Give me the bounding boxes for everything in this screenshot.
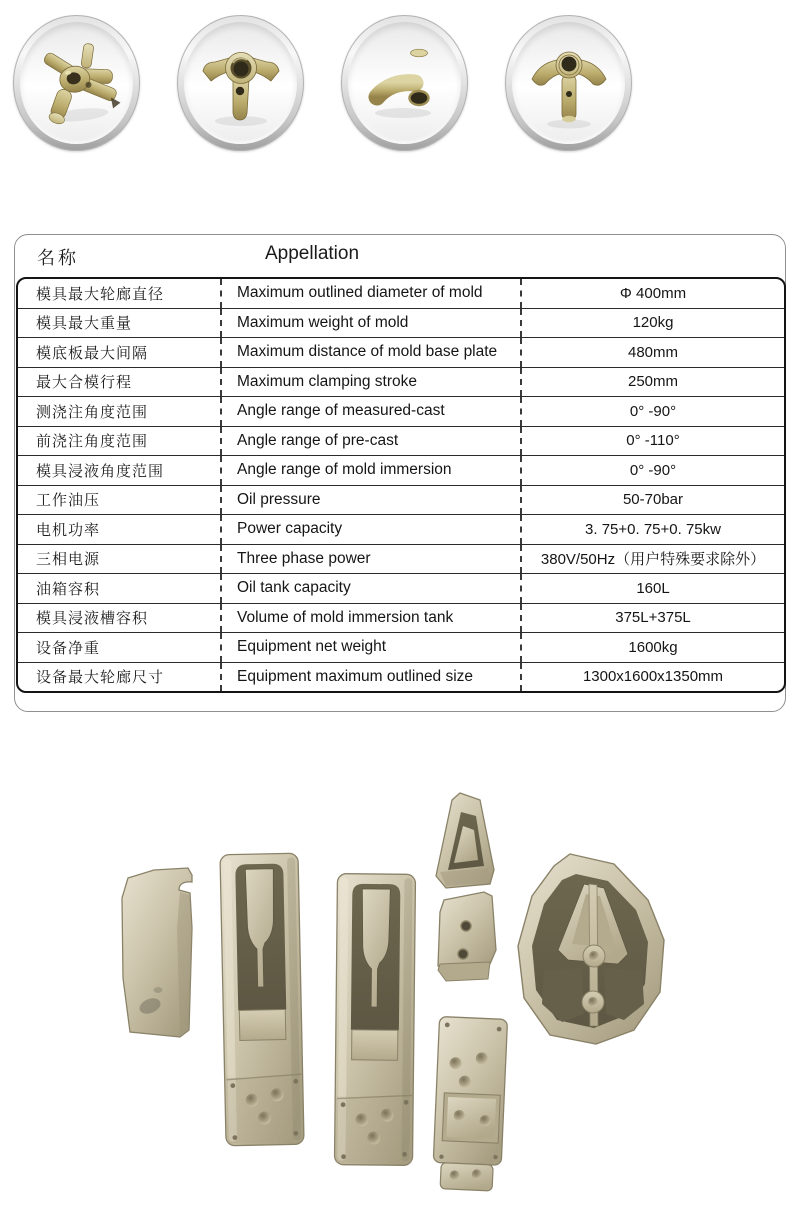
triangle-wedge-part	[436, 793, 494, 888]
table-row	[18, 603, 784, 633]
row-label-zh: 工作油压	[36, 492, 101, 510]
row-label-zh: 模具最大重量	[36, 315, 133, 333]
medallion-2-face	[184, 22, 297, 144]
trapezoid-block-part	[438, 892, 496, 981]
medallion-1	[13, 15, 140, 151]
header-name-zh: 名称	[37, 248, 79, 268]
brass-casting-stem-handle-icon	[517, 27, 621, 139]
row-label-zh: 前浇注角度范围	[36, 433, 149, 451]
row-label-en: Equipment net weight	[220, 633, 520, 662]
table-row	[18, 662, 784, 692]
row-value: 1300x1600x1350mm	[520, 663, 784, 692]
row-label-zh: 最大合模行程	[36, 374, 133, 392]
spec-table-container	[14, 234, 786, 712]
row-label-zh: 模具最大轮廊直径	[36, 285, 165, 303]
medallion-4-face	[512, 22, 625, 144]
table-row	[18, 308, 784, 338]
row-value: 0° -110°	[520, 427, 784, 456]
row-label-en: Angle range of measured-cast	[220, 397, 520, 426]
table-row	[18, 455, 784, 485]
row-value: 380V/50Hz（用户特殊要求除外）	[520, 545, 784, 574]
octagon-mold-plate-part	[518, 854, 664, 1044]
table-row	[18, 514, 784, 544]
row-label-zh: 测浇注角度范围	[36, 403, 149, 421]
medallion-1-face	[20, 22, 133, 144]
medallion-2	[177, 15, 304, 151]
row-value: 0° -90°	[520, 397, 784, 426]
table-row	[18, 485, 784, 515]
row-label-en: Equipment maximum outlined size	[220, 663, 520, 692]
medallion-3-face	[348, 22, 461, 144]
row-label-en: Maximum weight of mold	[220, 309, 520, 338]
table-row	[18, 573, 784, 603]
row-value: 250mm	[520, 368, 784, 397]
dimpled-plate-part	[432, 1017, 507, 1192]
table-row	[18, 367, 784, 397]
table-row	[18, 544, 784, 574]
row-value: 0° -90°	[520, 456, 784, 485]
table-row	[18, 632, 784, 662]
row-value: 480mm	[520, 338, 784, 367]
row-label-en: Maximum clamping stroke	[220, 368, 520, 397]
row-label-zh: 设备净重	[36, 639, 101, 657]
row-label-zh: 三相电源	[36, 551, 101, 569]
row-label-en: Power capacity	[220, 515, 520, 544]
row-label-en: Maximum outlined diameter of mold	[220, 279, 520, 308]
table-row	[18, 337, 784, 367]
row-label-zh: 设备最大轮廊尺寸	[36, 669, 165, 687]
row-value: Φ 400mm	[520, 279, 784, 308]
row-value: 160L	[520, 574, 784, 603]
row-label-en: Oil tank capacity	[220, 574, 520, 603]
silver-mold-castings-photo	[92, 778, 712, 1208]
brass-casting-spider-icon	[25, 27, 129, 139]
spec-table	[16, 277, 786, 693]
row-label-zh: 电机功率	[36, 521, 101, 539]
table-row	[18, 396, 784, 426]
row-label-zh: 模具浸液槽容积	[36, 610, 149, 628]
row-label-en: Volume of mold immersion tank	[220, 604, 520, 633]
row-label-en: Maximum distance of mold base plate	[220, 338, 520, 367]
medallion-4	[505, 15, 632, 151]
medallion-3	[341, 15, 468, 151]
row-value: 50-70bar	[520, 486, 784, 515]
mold-bar-part	[220, 853, 304, 1146]
row-label-zh: 模底板最大间隔	[36, 344, 149, 362]
row-label-en: Angle range of pre-cast	[220, 427, 520, 456]
flat-bar-part	[122, 868, 192, 1037]
row-value: 120kg	[520, 309, 784, 338]
brass-casting-elbow-icon	[353, 27, 457, 139]
table-row	[18, 279, 784, 308]
row-value: 3. 75+0. 75+0. 75kw	[520, 515, 784, 544]
row-label-zh: 油箱容积	[36, 580, 101, 598]
row-label-zh: 模具浸液角度范围	[36, 462, 165, 480]
row-label-en: Oil pressure	[220, 486, 520, 515]
spec-table-header	[15, 235, 785, 277]
table-row	[18, 426, 784, 456]
row-value: 375L+375L	[520, 604, 784, 633]
brass-casting-tri-handle-icon	[189, 27, 293, 139]
header-name-en: Appellation	[265, 243, 360, 264]
row-label-en: Angle range of mold immersion	[220, 456, 520, 485]
cast-parts-photo	[92, 778, 712, 1208]
row-label-en: Three phase power	[220, 545, 520, 574]
row-value: 1600kg	[520, 633, 784, 662]
